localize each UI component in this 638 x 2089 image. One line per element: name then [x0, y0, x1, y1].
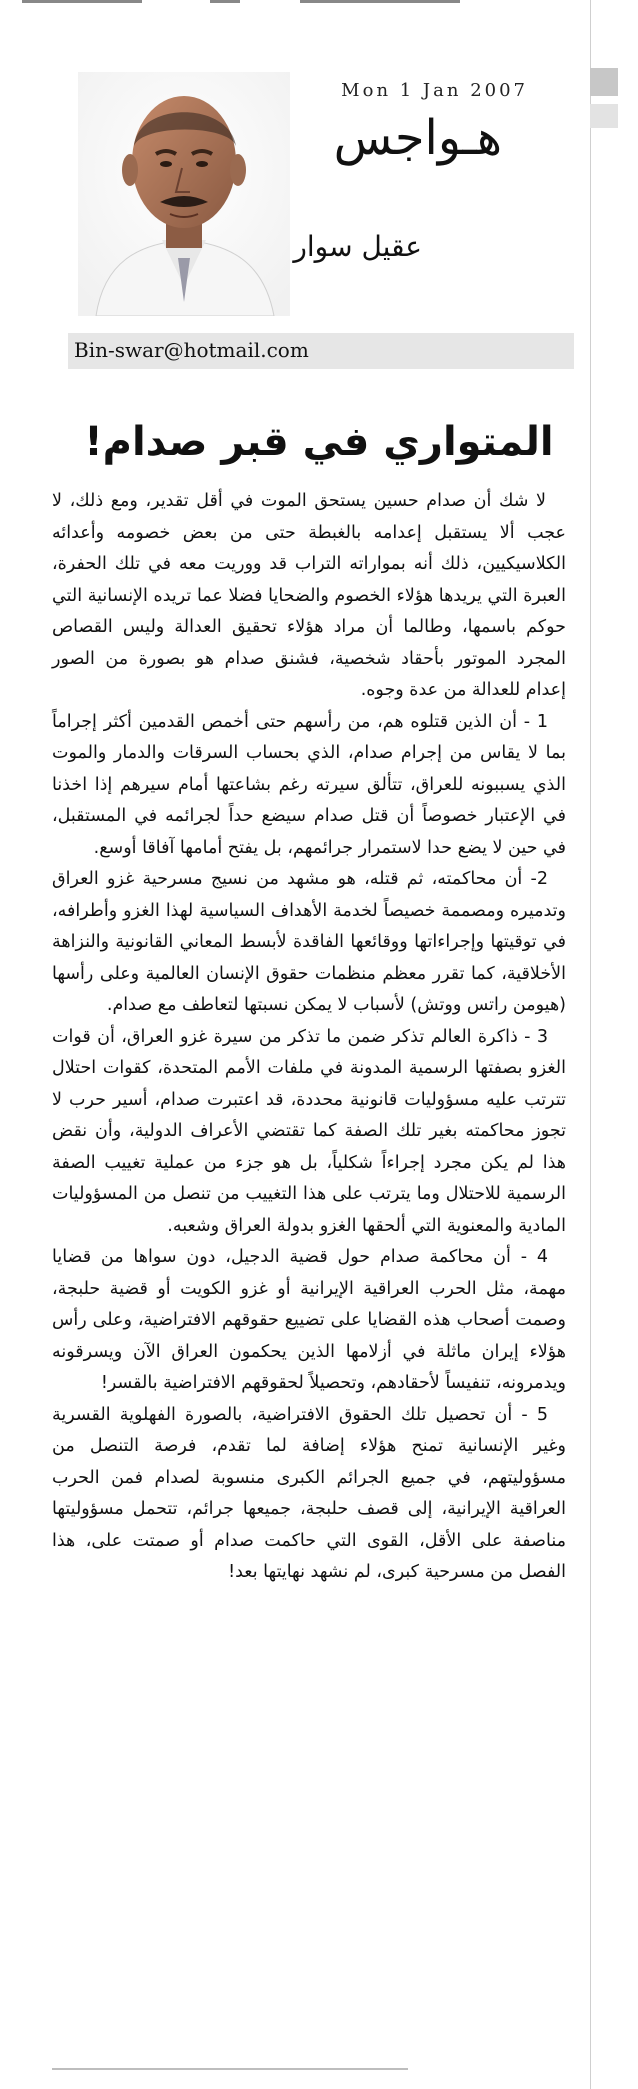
- article-point-1: 1 - أن الذين قتلوه هم، من رأسهم حتى أخمص القدمين أكثر إجراماً بما لا يقاس من إجرام صدام، الذي بحساب السرقات والدمار والموت الذي يسببونه للعراق، تتألق سيرته رغم بشاعتها أمام سيرهم إذا اخذنا في الإعتبار خصوصاً أن قتل صدام سيضع حداً لجرائمه في المستقبل، في حين لا يضع حدا لاستمرار جرائمهم، بل يفتح أمامها آفاقا أوسع.: [52, 711, 566, 858]
- right-sidebar: [590, 0, 638, 2089]
- bottom-rule: [52, 2068, 408, 2070]
- publish-date: Mon 1 Jan 2007: [341, 80, 528, 101]
- author-name: عقيل سوار: [293, 230, 422, 263]
- article-point-5: 5 - أن تحصيل تلك الحقوق الافتراضية، بالصورة الفهلوية القسرية وغير الإنسانية تمنح هؤلاء إضافة لما تقدم، فرصة التنصل من مسؤوليتهم، في جميع الجرائم الكبرى منسوبة لصدام فمن الحرب العراقية الإيرانية، إلى قصف حلبجة، جميعها جرائم، تتحمل مسؤوليتها مناصفة على الأقل، القوى التي حاكمت صدام أو صمتت على، هذا الفصل من مسرحية كبرى، لم نشهد نهايتها بعد!: [52, 1404, 566, 1582]
- email-bar: [68, 333, 574, 369]
- sidebar-divider: [590, 0, 591, 2089]
- top-rule: [0, 0, 460, 3]
- column-name: هـواجس: [333, 110, 502, 166]
- article-body: [52, 486, 566, 1589]
- sidebar-scroll-track[interactable]: [590, 104, 618, 128]
- author-email-link[interactable]: Bin-swar@hotmail.com: [74, 338, 309, 362]
- article-point-4: 4 - أن محاكمة صدام حول قضية الدجيل، دون سواها من قضايا مهمة، مثل الحرب العراقية الإيرانية أو غزو الكويت أو قضية حلبجة، وصمت أصحاب هذه القضايا على تضييع حقوقهم الافتراضية، وعلى رأس هؤلاء إيران ماثلة في أزلامها الذين يحكمون العراق الآن ويسرقونه ويدمرونه، تنفيساً لأحقادهم، وتحصيلاً لحقوقهم الافتراضية بالقسر!: [52, 1247, 566, 1393]
- article-intro: لا شك أن صدام حسين يستحق الموت في أقل تقدير، ومع ذلك، لا عجب ألا يستقبل إعدامه بالغبطة حتى من بعض خصومه وأعدائه الكلاسيكيين، ذلك أنه بمواراته التراب قد ووريت معه في تلك الحفرة، العبرة التي يريدها هؤلاء الخصوم والضحايا فضلا عما تريده الإنسانية التي حوكم باسمها، وطالما أن مراد هؤلاء تحقيق العدالة وليس القصاص المجرد الموتور بأحقاد شخصية، فشنق صدام هو بصورة من الصور إعدام للعدالة من عدة وجوه.: [52, 491, 566, 700]
- article-point-2: 2- أن محاكمته، ثم قتله، هو مشهد من نسيج مسرحية غزو العراق وتدميره ومصممة خصيصاً لخدمة الأهداف السياسية لهذا الغزو وأطرافه، في توقيتها وإجراءاتها ووقائعها الفاقدة لأبسط المعاني القانونية والنزاهة الأخلاقية، كما تقرر معظم منظمات حقوق الإنسان العالمية وعلى رأسها (هيومن راتس ووتش) لأسباب لا يمكن نسبتها لتعاطف مع صدام.: [52, 869, 566, 1015]
- sidebar-scroll-button[interactable]: [590, 68, 618, 96]
- author-portrait: [78, 72, 290, 316]
- article-title: المتواري في قبر صدام!: [84, 418, 554, 465]
- article-point-3: 3 - ذاكرة العالم تذكر ضمن ما تذكر من سيرة غزو العراق، أن قوات الغزو بصفتها الرسمية المدونة في ملفات الأمم المتحدة، كقوات احتلال تترتب عليه مسؤوليات قانونية محددة، قد اعتبرت صدام، أسير حرب لا تجوز محاكمته بغير تلك الصفة كما تقتضي الأعراف الدولية، وأن نقض هذا لم يكن مجرد إجراءاً شكلياً، بل هو جزء من عملية تغييب الصفة الرسمية للاحتلال وما يترتب على هذا التغييب من تنصل من المسؤوليات المادية والمعنوية التي ألحقها الغزو بدولة العراق وشعبه.: [52, 1026, 566, 1236]
- column-header: [78, 72, 548, 322]
